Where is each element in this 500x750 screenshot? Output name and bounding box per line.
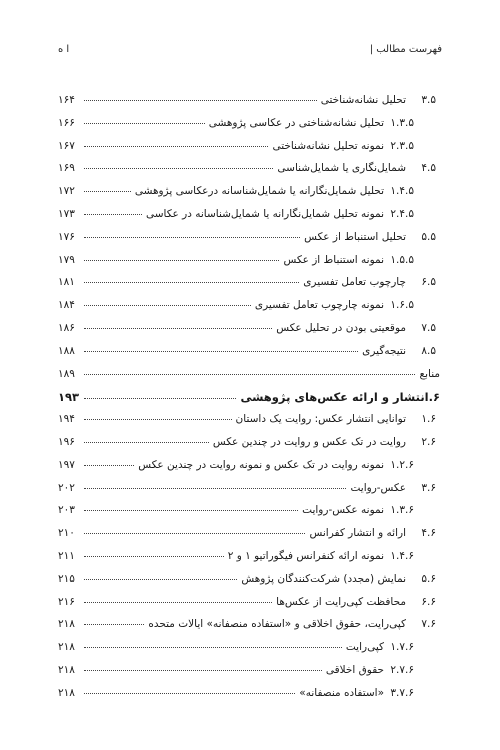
toc-entry[interactable] [58,459,440,482]
toc-page-number: ۱۷۲ [58,185,75,198]
dot-leader [84,693,295,694]
toc-entry[interactable] [58,527,440,550]
toc-entry-title: کپی‌رایت، حقوق اخلاقی و «استفاده منصفانه» ایالات متحده [148,618,406,631]
dot-leader [84,214,142,215]
toc-page-number: ۱۷۶ [58,230,75,243]
toc-section-number: ۷.۵ [421,321,436,334]
toc-entry[interactable] [58,94,440,117]
toc-page-number: ۲۱۸ [58,641,75,654]
toc-section-number: ۱.۵.۵ [390,253,414,266]
toc-entry[interactable] [58,162,440,185]
toc-page-number: ۲۱۰ [58,527,75,540]
toc-entry[interactable] [58,413,440,436]
toc-entry[interactable] [58,185,440,208]
toc-page-number: ۱۶۷ [58,139,75,152]
toc-section-number: ۵.۶ [421,572,436,585]
toc-entry[interactable] [58,390,440,413]
toc-page-number: ۱۹۶ [58,435,75,448]
toc-entry[interactable] [58,345,440,368]
toc-entry[interactable] [58,573,440,596]
toc-entry[interactable] [58,504,440,527]
toc-entry[interactable] [58,208,440,231]
toc-entry[interactable] [58,482,440,505]
toc-page-number: ۱۸۶ [58,321,75,334]
dot-leader [84,442,209,443]
toc-entry-title: نمونه استنباط از عکس [283,253,384,266]
toc-entry-title: ارائه و انتشار کفرانس [309,527,406,540]
toc-entry-title: تحلیل شمایل‌نگارانه یا شمایل‌شناسانه درعکاسی پژوهشی [134,185,384,198]
toc-page-number: ۱۸۱ [58,276,75,289]
toc-page-number: ۲۰۳ [58,504,75,517]
toc-entry[interactable] [58,641,440,664]
running-header [58,44,442,62]
toc-section-number: ۵.۵ [421,230,436,243]
toc-entry-title: عکس-روایت [350,481,406,494]
toc-entry[interactable] [58,276,440,299]
toc-entry-title: چارچوب تعامل تفسیری [303,276,406,289]
dot-leader [84,328,272,329]
toc-entry[interactable] [58,322,440,345]
toc-entry[interactable] [58,368,440,391]
toc-entry-title: نمونه چارچوب تعامل تفسیری [254,299,384,312]
toc-entry[interactable] [58,664,440,687]
toc-page-number: ۲۰۲ [58,481,75,494]
dot-leader [84,647,342,648]
toc-page-number: ۱۸۴ [58,299,75,312]
toc-section-number: ۱.۳.۶ [390,504,414,517]
table-of-contents [58,94,440,710]
toc-section-number: ۱.۲.۶ [390,458,414,471]
toc-entry[interactable] [58,117,440,140]
dot-leader [84,533,305,534]
dot-leader [84,191,131,192]
toc-page-number: ۱۷۹ [58,253,75,266]
toc-section-number: ۱.۴.۵ [390,185,414,198]
toc-page-number: ۲۱۵ [58,572,75,585]
toc-section-number: ۳.۶ [421,481,436,494]
toc-entry-title: محافظت کپی‌رایت از عکس‌ها [276,595,406,608]
toc-section-number: ۶.۵ [421,276,436,289]
toc-section-number: ۳.۷.۶ [390,686,414,699]
dot-leader [84,374,415,375]
dot-leader [84,556,224,557]
toc-entry[interactable] [58,596,440,619]
toc-section-number: ۲.۶ [421,435,436,448]
toc-section-number: ۱.۷.۶ [390,641,414,654]
toc-section-number: ۶. [428,390,440,405]
toc-page-number: ۱۶۴ [58,94,75,106]
toc-page-number: ۱۸۸ [58,344,75,357]
toc-page-number: ۲۱۸ [58,663,75,676]
toc-section-number: ۳.۵ [421,94,436,106]
toc-entry-title: نمونه ارائه کنفرانس فیگوراتیو ۱ و ۲ [227,549,384,562]
dot-leader [84,237,300,238]
dot-leader [84,146,268,147]
header-title: فهرست مطالب | [369,44,442,55]
toc-entry-title: تحلیل استنباط از عکس [304,230,406,243]
toc-entry-title: منابع [419,367,440,380]
dot-leader [84,100,317,101]
toc-entry-title: تحلیل نشانه‌شناختی در عکاسی پژوهشی [208,116,384,129]
toc-section-number: ۲.۷.۶ [390,663,414,676]
toc-entry-title: «استفاده منصفانه» [299,686,384,699]
toc-entry-title: حقوق اخلاقی [325,663,384,676]
toc-entry-title: کپی‌رایت [345,641,384,654]
toc-entry[interactable] [58,140,440,163]
toc-entry-title: تحلیل نشانه‌شناختی [320,94,406,106]
toc-section-number: ۱.۶.۵ [390,299,414,312]
toc-page-number: ۱۹۳ [58,390,80,405]
toc-section-number: ۱.۶ [421,413,436,426]
toc-page-number: ۱۸۹ [58,367,75,380]
toc-section-number: ۷.۶ [421,618,436,631]
toc-entry-title: نمونه روایت در تک عکس و نمونه روایت در چندین عکس [138,458,384,471]
toc-section-number: ۱.۴.۶ [390,549,414,562]
toc-entry-title: انتشار و ارائه عکس‌های پژوهشی [240,390,429,405]
toc-page-number: ۲۱۸ [58,618,75,631]
toc-entry-title: نمونه تحلیل نشانه‌شناختی [272,139,384,152]
dot-leader [84,670,322,671]
dot-leader [84,419,232,420]
toc-page-number: ۱۶۶ [58,116,75,129]
toc-page-number: ۱۹۷ [58,458,75,471]
dot-leader [84,602,272,603]
header-page-number: ا ه [58,44,70,55]
dot-leader [84,624,144,625]
dot-leader [84,398,236,399]
toc-page-number: ۲۱۶ [58,595,75,608]
dot-leader [84,168,273,169]
toc-entry-title: نمونه عکس-روایت [302,504,384,517]
toc-section-number: ۲.۴.۵ [390,207,414,220]
toc-entry-title: شمایل‌نگاری یا شمایل‌شناسی [277,162,406,175]
toc-entry[interactable] [58,299,440,322]
toc-entry[interactable] [58,436,440,459]
toc-entry[interactable] [58,618,440,641]
toc-entry[interactable] [58,254,440,277]
dot-leader [84,282,299,283]
toc-entry[interactable] [58,550,440,573]
dot-leader [84,510,298,511]
toc-section-number: ۱.۳.۵ [390,116,414,129]
toc-entry-title: نمونه تحلیل شمایل‌نگارانه یا شمایل‌شناسانه در عکاسی [145,207,384,220]
toc-page-number: ۱۷۳ [58,207,75,220]
toc-section-number: ۴.۶ [421,527,436,540]
dot-leader [84,351,358,352]
toc-section-number: ۶.۶ [421,595,436,608]
toc-entry-title: موقعیتی بودن در تحلیل عکس [276,321,406,334]
toc-entry[interactable] [58,687,440,710]
toc-entry-title: نمایش (مجدد) شرکت‌کنندگان پژوهش [241,572,406,585]
dot-leader [84,123,205,124]
dot-leader [84,488,346,489]
toc-entry[interactable] [58,231,440,254]
dot-leader [84,465,134,466]
toc-section-number: ۴.۵ [421,162,436,175]
toc-page-number: ۲۱۸ [58,686,75,699]
dot-leader [84,305,251,306]
toc-page-number: ۱۹۴ [58,413,75,426]
toc-section-number: ۸.۵ [421,344,436,357]
dot-leader [84,260,279,261]
toc-page-number: ۱۶۹ [58,162,75,175]
toc-entry-title: توانایی انتشار عکس: روایت یک داستان [235,413,406,426]
toc-entry-title: روایت در تک عکس و روایت در چندین عکس [212,435,406,448]
dot-leader [84,579,237,580]
toc-section-number: ۲.۳.۵ [390,139,414,152]
toc-entry-title: نتیجه‌گیری [362,344,406,357]
toc-page-number: ۲۱۱ [58,549,75,562]
